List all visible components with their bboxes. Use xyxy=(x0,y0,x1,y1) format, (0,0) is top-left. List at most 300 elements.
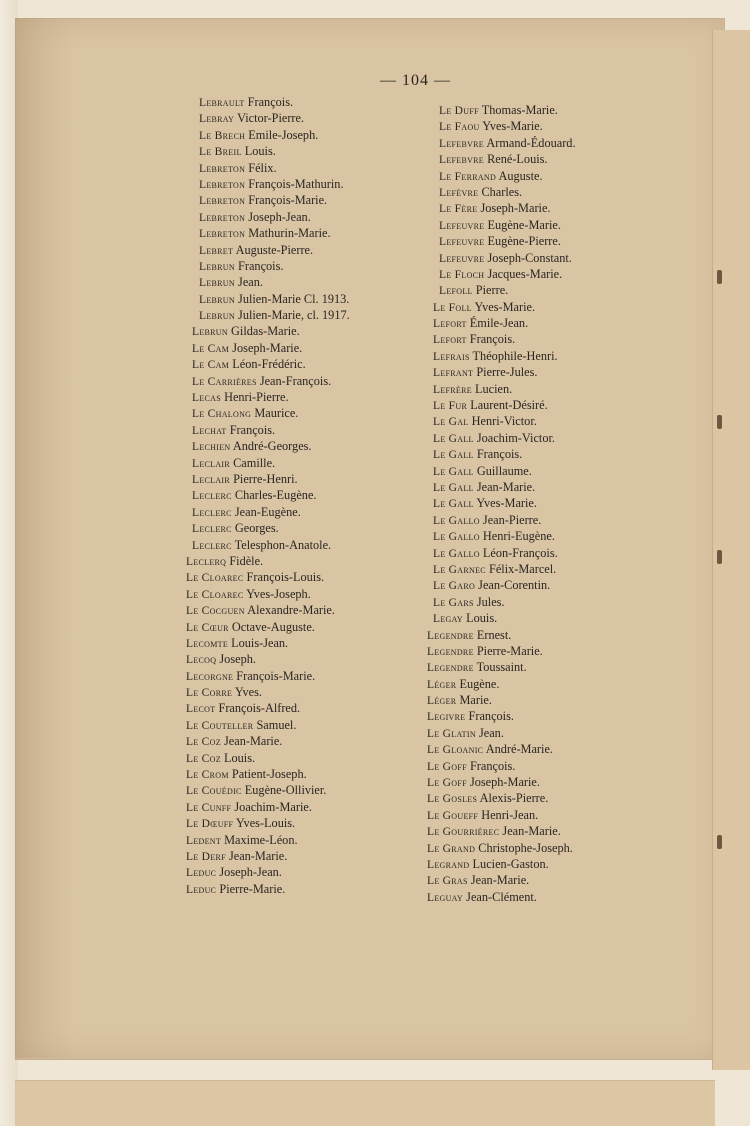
surname: Lebrun xyxy=(192,326,228,339)
surname: Leclerc xyxy=(192,506,232,519)
surname: Le Gall xyxy=(433,432,474,445)
surname: Lebreton xyxy=(199,162,246,175)
given-names: Alexandre-Marie. xyxy=(247,603,335,618)
given-names: Charles-Eugène. xyxy=(234,488,317,503)
name-entry xyxy=(184,832,399,848)
given-names: Thomas-Marie. xyxy=(481,103,558,117)
given-names: Charles. xyxy=(481,184,523,199)
name-entry xyxy=(425,807,635,823)
given-names: Ernest. xyxy=(476,627,512,642)
surname: Le Chalong xyxy=(192,408,252,421)
name-entry xyxy=(425,200,635,216)
surname: Lefeuvre xyxy=(439,219,485,232)
surname: Lefeuvre xyxy=(439,252,485,265)
name-entry xyxy=(425,233,635,249)
surname: Le Garnec xyxy=(433,563,486,576)
surname: Lebray xyxy=(199,113,235,126)
name-entry xyxy=(425,676,635,692)
name-entry xyxy=(425,692,635,708)
given-names: Lucien-Gaston. xyxy=(472,856,549,871)
name-entry xyxy=(425,594,635,610)
given-names: Henri-Pierre. xyxy=(224,390,289,405)
surname: Leclair xyxy=(192,473,231,486)
name-entry xyxy=(184,700,399,716)
name-entry xyxy=(184,684,399,700)
given-names: Louis. xyxy=(466,611,498,626)
given-names: Joseph-Marie. xyxy=(232,340,303,355)
surname: Lechien xyxy=(192,441,231,454)
surname: Le Corre xyxy=(186,687,233,700)
given-names: Mathurin-Marie. xyxy=(248,226,331,241)
name-list-left-column xyxy=(184,94,399,897)
surname: Le Gallo xyxy=(433,531,480,544)
given-names: Guillaume. xyxy=(476,463,532,478)
surname: Leclerc xyxy=(192,490,232,503)
given-names: François. xyxy=(247,95,294,109)
name-entry xyxy=(425,364,635,380)
surname: Le Crom xyxy=(186,769,229,782)
given-names: Jacques-Marie. xyxy=(487,266,563,281)
given-names: Eugène. xyxy=(459,676,500,691)
given-names: Joseph. xyxy=(219,652,256,667)
name-entry xyxy=(184,307,399,323)
given-names: Joseph-Marie. xyxy=(469,775,540,790)
given-names: Armand-Édouard. xyxy=(486,135,576,150)
name-entry xyxy=(425,446,635,462)
surname: Lebrun xyxy=(199,293,235,306)
surname: Lefort xyxy=(433,318,467,331)
name-entry xyxy=(184,848,399,864)
surname: Lebrun xyxy=(199,260,235,273)
surname: Lebrun xyxy=(199,277,235,290)
given-names: Félix-Marcel. xyxy=(488,561,557,576)
given-names: Louis. xyxy=(224,750,256,765)
surname: Le Gosles xyxy=(427,793,478,806)
name-entry xyxy=(425,577,635,593)
name-entry xyxy=(425,545,635,561)
given-names: Auguste-Pierre. xyxy=(235,242,314,257)
name-entry xyxy=(184,438,399,454)
given-names: Louis. xyxy=(244,144,276,159)
surname: Lefoll xyxy=(439,285,473,298)
name-entry xyxy=(184,110,399,126)
surname: Lefrère xyxy=(433,383,472,396)
name-entry xyxy=(184,143,399,159)
surname: Legendre xyxy=(427,662,474,675)
name-entry xyxy=(425,708,635,724)
name-entry xyxy=(184,274,399,290)
given-names: Léon-Frédéric. xyxy=(232,357,306,372)
given-names: Christophe-Joseph. xyxy=(478,840,573,855)
name-entry xyxy=(184,733,399,749)
given-names: Yves-Joseph. xyxy=(246,586,311,601)
name-entry xyxy=(184,750,399,766)
name-entry xyxy=(184,799,399,815)
name-entry xyxy=(184,340,399,356)
name-entry xyxy=(184,487,399,503)
name-entry xyxy=(425,430,635,446)
name-entry xyxy=(184,242,399,258)
name-entry xyxy=(425,659,635,675)
given-names: Eugène-Marie. xyxy=(487,217,561,232)
given-names: François. xyxy=(469,758,516,773)
name-entry xyxy=(425,331,635,347)
given-names: Jean-Marie. xyxy=(476,479,536,494)
name-entry xyxy=(184,389,399,405)
given-names: Telesphon-Anatole. xyxy=(234,537,332,552)
given-names: Joseph-Jean. xyxy=(248,209,311,224)
name-entry xyxy=(425,741,635,757)
spine-shadow xyxy=(15,18,75,1058)
given-names: Victor-Pierre. xyxy=(237,111,305,126)
surname: Le Gars xyxy=(433,596,474,609)
given-names: Eugène-Pierre. xyxy=(487,234,561,249)
given-names: Jean-Marie. xyxy=(228,848,288,863)
given-names: Jean-Marie. xyxy=(470,873,530,888)
given-names: Patient-Joseph. xyxy=(231,767,307,782)
surname: Lefèvre xyxy=(439,186,479,199)
surname: Le Cloarec xyxy=(186,588,244,601)
given-names: Maurice. xyxy=(254,406,299,421)
name-entry xyxy=(425,250,635,266)
given-names: Jean-Marie. xyxy=(502,824,561,839)
surname: Le Cam xyxy=(192,359,230,372)
surname: Lebreton xyxy=(199,178,246,191)
given-names: Samuel. xyxy=(256,717,297,732)
given-names: Yves-Marie. xyxy=(476,496,537,511)
name-entry xyxy=(425,856,635,872)
surname: Lefebvre xyxy=(439,154,484,167)
name-entry xyxy=(425,151,635,167)
given-names: Joseph-Jean. xyxy=(219,865,282,880)
name-entry xyxy=(425,282,635,298)
name-entry xyxy=(184,782,399,798)
given-names: Marie. xyxy=(459,693,492,708)
given-names: Maxime-Léon. xyxy=(224,832,298,847)
given-names: André-Marie. xyxy=(485,742,553,757)
given-names: Joseph-Constant. xyxy=(487,250,572,265)
surname: Legay xyxy=(433,613,464,626)
given-names: Jean. xyxy=(238,275,263,290)
name-entry xyxy=(184,504,399,520)
surname: Leclerc xyxy=(192,539,232,552)
name-entry xyxy=(184,455,399,471)
name-entry xyxy=(425,561,635,577)
binding-staple-icon xyxy=(717,270,722,284)
name-entry xyxy=(425,512,635,528)
name-entry xyxy=(425,495,635,511)
given-names: Alexis-Pierre. xyxy=(479,791,549,806)
given-names: Henri-Jean. xyxy=(481,807,539,822)
given-names: Henri-Victor. xyxy=(471,414,537,429)
given-names: Joachim-Marie. xyxy=(234,799,312,814)
name-entry xyxy=(425,184,635,200)
name-entry xyxy=(425,840,635,856)
given-names: François. xyxy=(229,422,276,437)
surname: Le Grand xyxy=(427,842,476,855)
name-entry xyxy=(184,520,399,536)
surname: Le Gall xyxy=(433,498,474,511)
given-names: Pierre. xyxy=(475,283,509,298)
given-names: Félix. xyxy=(248,160,277,175)
name-entry xyxy=(425,217,635,233)
name-entry xyxy=(184,192,399,208)
surname: Le Carrières xyxy=(192,375,257,388)
given-names: Yves-Marie. xyxy=(482,119,543,134)
surname: Lebret xyxy=(199,244,234,257)
given-names: Camille. xyxy=(233,455,276,470)
surname: Leduc xyxy=(186,867,217,880)
given-names: François. xyxy=(476,447,523,462)
name-entry xyxy=(425,610,635,626)
name-entry xyxy=(425,823,635,839)
name-entry xyxy=(184,553,399,569)
surname: Lechat xyxy=(192,424,227,437)
name-entry xyxy=(184,471,399,487)
name-entry xyxy=(425,348,635,364)
given-names: Joachim-Victor. xyxy=(476,430,555,445)
name-entry xyxy=(425,397,635,413)
surname: Lebreton xyxy=(199,195,246,208)
name-entry xyxy=(184,569,399,585)
surname: Lecomte xyxy=(186,637,229,650)
name-entry xyxy=(184,258,399,274)
surname: Le Duff xyxy=(439,105,479,117)
name-entry xyxy=(425,299,635,315)
given-names: François-Louis. xyxy=(246,570,325,585)
given-names: François. xyxy=(469,332,516,347)
surname: Le Glatin xyxy=(427,727,476,740)
given-names: Julien-Marie Cl. 1913. xyxy=(238,291,350,306)
surname: Lecot xyxy=(186,703,216,716)
name-entry xyxy=(425,479,635,495)
surname: Le Gall xyxy=(433,481,474,494)
given-names: Jules. xyxy=(476,594,505,609)
given-names: Théophile-Henri. xyxy=(472,348,558,363)
given-names: Léon-François. xyxy=(482,545,558,560)
name-entry xyxy=(184,651,399,667)
name-entry xyxy=(425,643,635,659)
name-list-right-column xyxy=(425,102,635,905)
surname: Le Gall xyxy=(433,449,474,462)
given-names: Louis-Jean. xyxy=(231,635,289,650)
surname: Lecorgne xyxy=(186,670,234,683)
surname: Le Ferrand xyxy=(439,170,497,183)
given-names: Yves. xyxy=(234,685,262,700)
given-names: Émile-Jean. xyxy=(469,316,529,331)
name-entry xyxy=(425,725,635,741)
surname: Le Fère xyxy=(439,203,478,216)
given-names: Henri-Eugène. xyxy=(482,529,555,544)
surname: Le Coz xyxy=(186,736,221,749)
surname: Le Goff xyxy=(427,777,467,790)
given-names: Jean. xyxy=(478,725,504,740)
name-entry xyxy=(184,766,399,782)
name-entry xyxy=(425,168,635,184)
surname: Lecas xyxy=(192,392,221,405)
surname: Le Gourriérec xyxy=(427,826,500,839)
given-names: Fidèle. xyxy=(229,553,264,568)
surname: Lefrais xyxy=(433,350,470,363)
surname: Le Dœuff xyxy=(186,818,234,831)
name-entry xyxy=(184,373,399,389)
name-entry xyxy=(184,94,399,110)
given-names: Jean-Eugène. xyxy=(234,504,301,519)
given-names: Lucien. xyxy=(474,381,513,396)
given-names: Yves-Marie. xyxy=(474,299,536,314)
surname: Lefrant xyxy=(433,367,474,380)
name-entry xyxy=(425,381,635,397)
surname: Le Cam xyxy=(192,342,230,355)
surname: Lefebvre xyxy=(439,137,484,150)
name-entry xyxy=(425,315,635,331)
surname: Leduc xyxy=(186,883,217,896)
name-entry xyxy=(425,463,635,479)
surname: Leclerc xyxy=(192,523,232,536)
binding-staple-icon xyxy=(717,550,722,564)
surname: Le Floch xyxy=(439,268,485,281)
surname: Le Cœur xyxy=(186,621,229,634)
name-entry xyxy=(184,160,399,176)
name-entry xyxy=(184,209,399,225)
surname: Lecoq xyxy=(186,654,217,667)
name-entry xyxy=(425,889,635,905)
name-entry xyxy=(425,627,635,643)
given-names: Laurent-Désiré. xyxy=(470,398,548,413)
surname: Le Brech xyxy=(199,129,246,142)
surname: Le Coz xyxy=(186,752,221,765)
surname: Le Cocguen xyxy=(186,605,245,618)
surname: Léger xyxy=(427,695,457,708)
name-entry xyxy=(184,586,399,602)
surname: Léger xyxy=(427,678,457,691)
surname: Leguay xyxy=(427,891,464,904)
surname: Leclair xyxy=(192,457,231,470)
name-entry xyxy=(425,413,635,429)
name-entry xyxy=(184,291,399,307)
name-entry xyxy=(425,774,635,790)
surname: Lefort xyxy=(433,334,467,347)
surname: Le Gallo xyxy=(433,547,480,560)
given-names: Jean-Corentin. xyxy=(478,578,551,593)
surname: Le Gallo xyxy=(433,514,480,527)
surname: Lebrault xyxy=(199,97,245,109)
surname: Le Foll xyxy=(433,301,472,314)
surname: Leclerq xyxy=(186,555,227,568)
given-names: Gildas-Marie. xyxy=(231,324,300,339)
given-names: Yves-Louis. xyxy=(235,816,296,831)
given-names: Jean-François. xyxy=(259,373,332,388)
given-names: Georges. xyxy=(234,521,279,536)
surname: Lebreton xyxy=(199,228,246,241)
binding-staple-icon xyxy=(717,835,722,849)
next-page-strip xyxy=(15,1080,715,1126)
given-names: Jean-Clément. xyxy=(466,889,537,904)
name-entry xyxy=(425,102,635,118)
name-entry xyxy=(184,225,399,241)
surname: Le Goff xyxy=(427,760,467,773)
given-names: Auguste. xyxy=(498,168,543,183)
name-entry xyxy=(425,135,635,151)
given-names: François-Alfred. xyxy=(218,701,301,716)
name-entry xyxy=(425,872,635,888)
given-names: André-Georges. xyxy=(232,439,312,454)
surname: Le Cunff xyxy=(186,801,232,814)
given-names: Julien-Marie, cl. 1917. xyxy=(238,308,350,323)
surname: Legivre xyxy=(427,711,466,724)
surname: Legendre xyxy=(427,645,474,658)
given-names: Toussaint. xyxy=(476,660,527,675)
name-entry xyxy=(184,405,399,421)
surname: Lebrun xyxy=(199,310,235,323)
name-entry xyxy=(184,127,399,143)
surname: Le Gal xyxy=(433,416,469,429)
given-names: Pierre-Henri. xyxy=(233,471,298,486)
name-entry xyxy=(184,323,399,339)
given-names: Joseph-Marie. xyxy=(480,201,551,216)
given-names: François-Marie. xyxy=(236,668,316,683)
given-names: Pierre-Marie. xyxy=(219,881,286,896)
name-entry xyxy=(184,422,399,438)
name-entry xyxy=(425,758,635,774)
name-entry xyxy=(184,881,399,897)
surname: Le Couteller xyxy=(186,719,254,732)
given-names: Jean-Pierre. xyxy=(482,512,542,527)
name-entry xyxy=(425,528,635,544)
surname: Ledent xyxy=(186,834,222,847)
name-entry xyxy=(425,118,635,134)
surname: Le Gloanic xyxy=(427,744,484,757)
given-names: Eugène-Ollivier. xyxy=(244,783,327,798)
surname: Le Couédic xyxy=(186,785,242,798)
given-names: François-Mathurin. xyxy=(248,176,344,191)
given-names: Jean-Marie. xyxy=(224,734,283,749)
surname: Le Cloarec xyxy=(186,572,244,585)
surname: Lebreton xyxy=(199,211,246,224)
surname: Le Breil xyxy=(199,146,242,159)
given-names: François. xyxy=(468,709,514,724)
surname: Legendre xyxy=(427,629,474,642)
given-names: François-Marie. xyxy=(248,193,328,208)
given-names: René-Louis. xyxy=(487,152,548,167)
name-entry xyxy=(184,176,399,192)
name-entry xyxy=(184,619,399,635)
name-entry xyxy=(425,266,635,282)
name-entry xyxy=(184,717,399,733)
surname: Lefeuvre xyxy=(439,236,485,249)
binding-staple-icon xyxy=(717,415,722,429)
surname: Le Fur xyxy=(433,400,468,413)
surname: Le Gall xyxy=(433,465,474,478)
name-entry xyxy=(425,790,635,806)
surname: Le Garo xyxy=(433,580,476,593)
surname: Le Goueff xyxy=(427,809,479,822)
given-names: Octave-Auguste. xyxy=(231,619,315,634)
name-entry xyxy=(184,356,399,372)
surname: Le Gras xyxy=(427,875,468,888)
name-entry xyxy=(184,537,399,553)
name-entry xyxy=(184,602,399,618)
page-number: — 104 — xyxy=(380,72,451,89)
given-names: Pierre-Marie. xyxy=(476,643,543,658)
surname: Le Derf xyxy=(186,850,226,863)
surname: Legrand xyxy=(427,858,470,871)
name-entry xyxy=(184,864,399,880)
name-entry xyxy=(184,815,399,831)
surname: Le Faou xyxy=(439,121,480,134)
given-names: Pierre-Jules. xyxy=(476,365,538,380)
name-entry xyxy=(184,668,399,684)
